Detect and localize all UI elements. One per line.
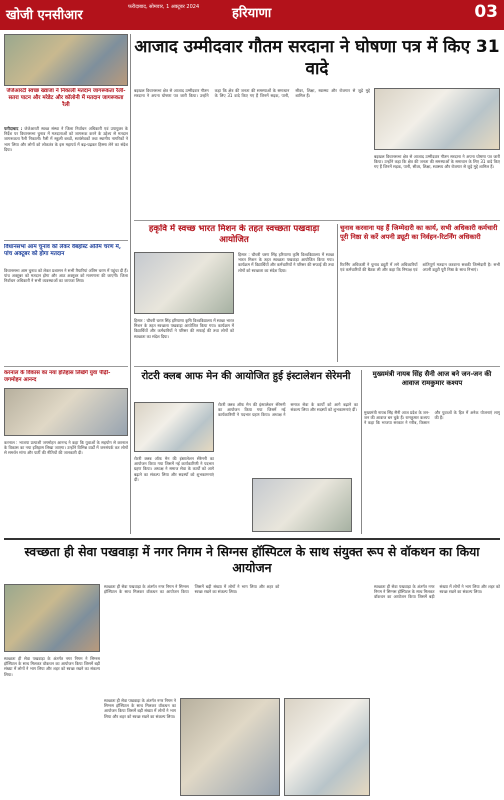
story-photo-rally bbox=[4, 34, 128, 86]
section-title: हरियाणा bbox=[232, 6, 272, 21]
saini-body: मुख्यमंत्री नायब सिंह सैनी आज प्रदेश के जन-जन की आवाज बन चुके हैं। रामकुमार कश्यप ने कहा कि भाजपा सरकार ने गरीब, किसान और युवाओं के हित में अनेक योजनाएं लागू की हैं। bbox=[364, 410, 500, 426]
main-headline: आजाद उम्मीदवार गौतम सरदाना ने घोषणा पत्र में किए 31 वादे bbox=[134, 37, 500, 79]
bottom-body: स्वच्छता ही सेवा पखवाड़ा के अंतर्गत नगर निगम ने सिग्नस हॉस्पिटल के साथ मिलकर वॉकथन का आयोजन किया जिसमें बड़ी संख्या में लोगों ने भाग लिया और शहर को स्वच्छ रखने का संकल्प लिया। bbox=[104, 584, 280, 595]
rotary-headline: रोटरी क्लब आफ मेन की आयोजित हुई इंस्टालेशन सेरेमनी bbox=[141, 371, 351, 382]
section-divider bbox=[4, 366, 128, 367]
section-divider bbox=[134, 366, 500, 367]
story-photo-walkathon-2 bbox=[180, 698, 280, 796]
story-photo-rotary bbox=[134, 402, 214, 452]
masthead bbox=[0, 0, 504, 30]
column-divider bbox=[337, 224, 338, 362]
vidhansabha-body: विधानसभा आम चुनाव को लेकर प्रशासन ने सभी तैयारियां अंतिम चरण में पहुंचा दी हैं। पांच अक्टूबर को मतदान होगा और आठ अक्टूबर को मतगणना की जाएगी। जिला निर्वाचन अधिकारी ने सभी व्यवस्थाओं का जायजा लिया। bbox=[4, 268, 128, 284]
vidhansabha-headline: विधानसभा आम चुनाव को लेकर वेबहोस्ट अतिम चरण में, पांच अक्टूबर को होगा मतदान bbox=[4, 244, 122, 258]
swachh-body-left: हिसार : चौधरी चरण सिंह हरियाणा कृषि विश्वविद्यालय में स्वच्छ भारत मिशन के तहत स्वच्छता पखवाड़ा आयोजित किया गया। कार्यक्रम में विद्यार्थियों और कर्मचारियों ने परिसर की सफाई की तथा लोगों को स्वच्छता का संदेश दिया। bbox=[134, 318, 234, 339]
election-body: रिटर्निंग अधिकारी ने चुनाव ड्यूटी में लगे अधिकारियों एवं कर्मचारियों की बैठक ली और कहा कि निष्पक्ष एवं शांतिपूर्ण मतदान करवाना सबकी जिम्मेदारी है। सभी अपनी ड्यूटी पूरी निष्ठा के साथ निभाएं। bbox=[340, 262, 500, 273]
main-story-body: बड़खल विधानसभा क्षेत्र से आजाद उम्मीदवार गौतम सरदाना ने अपना घोषणा पत्र जारी किया। उन्होंने कहा कि क्षेत्र की जनता की समस्याओं के समाधान के लिए 31 वादे किए गए हैं जिनमें सड़क, पानी, सीवर, शिक्षा, स्वास्थ्य और रोजगार से जुड़े मुद्दे शामिल हैं। bbox=[134, 88, 370, 99]
section-divider bbox=[134, 220, 500, 221]
bottom-body-left: स्वच्छता ही सेवा पखवाड़ा के अंतर्गत नगर निगम ने सिग्नस हॉस्पिटल के साथ मिलकर वॉकथन का आयोजन किया जिसमें बड़ी संख्या में लोगों ने भाग लिया और शहर को स्वच्छ रखने का संकल्प लिया। bbox=[4, 656, 100, 677]
bottom-headline: स्वच्छता ही सेवा पखवाड़ा में नगर निगम ने सिग्नस हॉस्पिटल के साथ संयुक्त रूप से वॉकथन का किया आयोजन bbox=[24, 544, 480, 575]
rotary-body: रोटरी क्लब ऑफ मेन की इंस्टालेशन सेरेमनी का आयोजन किया गया जिसमें नई कार्यकारिणी ने पदभार ग्रहण किया। अध्यक्ष ने समाज सेवा के कार्यों को आगे बढ़ाने का संकल्प लिया और सदस्यों को शुभकामनाएं दीं। bbox=[218, 402, 358, 418]
story-dateline: फरीदाबाद : bbox=[4, 126, 23, 131]
story-photo-walkathon bbox=[4, 584, 100, 652]
story-photo-swachh bbox=[134, 252, 234, 314]
rotary-body-left: रोटरी क्लब ऑफ मेन की इंस्टालेशन सेरेमनी का आयोजन किया गया जिसमें नई कार्यकारिणी ने पदभार ग्रहण किया। अध्यक्ष ने समाज सेवा के कार्यों को आगे बढ़ाने का संकल्प लिया और सदस्यों को शुभकामनाएं दीं। bbox=[134, 456, 214, 482]
main-story-body-cont: बड़खल विधानसभा क्षेत्र से आजाद उम्मीदवार गौतम सरदाना ने अपना घोषणा पत्र जारी किया। उन्होंने कहा कि क्षेत्र की जनता की समस्याओं के समाधान के लिए 31 वादे किए गए हैं जिनमें सड़क, पानी, सीवर, शिक्षा, स्वास्थ्य और रोजगार से जुड़े मुद्दे शामिल हैं। bbox=[374, 154, 500, 170]
story-photo-candidate bbox=[374, 88, 500, 150]
saini-headline: मुख्यमंत्री नायब सिंह सैनी आज बने जन-जन की आवाज रामकुमार कश्यप bbox=[372, 370, 492, 387]
column-divider bbox=[361, 370, 362, 534]
dateline: फरीदाबाद, सोमवार, 1 अक्टूबर 2024 bbox=[128, 4, 200, 10]
swachh-body: हिसार : चौधरी चरण सिंह हरियाणा कृषि विश्वविद्यालय में स्वच्छ भारत मिशन के तहत स्वच्छता पखवाड़ा आयोजित किया गया। कार्यक्रम में विद्यार्थियों और कर्मचारियों ने परिसर की सफाई की तथा लोगों को स्वच्छता का संदेश दिया। bbox=[238, 252, 334, 273]
bottom-body-right: स्वच्छता ही सेवा पखवाड़ा के अंतर्गत नगर निगम ने सिग्नस हॉस्पिटल के साथ मिलकर वॉकथन का आयोजन किया जिसमें बड़ी संख्या में लोगों ने भाग लिया और शहर को स्वच्छ रखने का संकल्प लिया। bbox=[374, 584, 500, 600]
story-headline-rally: जेजेआरटी स्वच्छ ख्वाजा ने निकाली मतदान जागरूकता रैली-सतरा पाटन और मरेडेट और कॉलोनी में मतदान जागरूकता रैली bbox=[6, 88, 126, 108]
section-divider bbox=[4, 240, 128, 241]
story-text-rally: जेजेआरटी स्वच्छ संस्था ने जिला निर्वाचन अधिकारी एवं उपायुक्त के निर्देश पर विधानसभा चुनाव में मतदाताओं को जागरूक करने के उद्देश्य से मतदान जागरूकता रैली निकाली। रैली में स्कूली बच्चों, स्वयंसेवकों तथा स्थानीय नागरिकों ने भाग लिया और लोगों को लोकतंत्र के इस महापर्व में बढ़-चढ़कर हिस्सा लेने का संदेश दिया। bbox=[4, 126, 128, 152]
section-divider bbox=[4, 538, 500, 540]
story-photo-walkathon-3 bbox=[284, 698, 370, 796]
bottom-body-mid: स्वच्छता ही सेवा पखवाड़ा के अंतर्गत नगर निगम ने सिग्नस हॉस्पिटल के साथ मिलकर वॉकथन का आयोजन किया जिसमें बड़ी संख्या में लोगों ने भाग लिया और शहर को स्वच्छ रखने का संकल्प लिया। bbox=[104, 698, 176, 719]
karnal-body: करनाल : भाजपा प्रत्याशी जगमोहन आनन्द ने कहा कि युवाओं के सहयोग से करनाल के विकास का नया इतिहास लिखा जाएगा। उन्होंने विभिन्न वार्डों में जनसंपर्क कर लोगों से समर्थन मांगा और पार्टी की नीतियों की जानकारी दी। bbox=[4, 440, 128, 456]
story-photo-rotary-2 bbox=[252, 478, 352, 532]
election-headline: चुनाव करवाना यह हैं जिम्मेदारी का कार्य, सभी अधिकारी कर्मचारी पूरी निष्ठा से करें अपनी ड्यूटी का निर्वहन-रिटर्निंग अधिकारी bbox=[340, 224, 498, 241]
story-photo-karnal bbox=[4, 388, 128, 436]
page-number: 03 bbox=[474, 2, 498, 22]
newspaper-brand: खोजी एनसीआर bbox=[6, 8, 83, 23]
column-divider bbox=[130, 34, 131, 534]
swachh-headline: हकृवि में स्वच्छ भारत मिशन के तहत स्वच्छता पखवाड़ा आयोजित bbox=[148, 224, 320, 245]
story-body-rally bbox=[4, 126, 128, 236]
karnal-headline: करनाल के विकास का नया इतिहास लिखेंगे युवा पीढ़ी- जगमोहन आनन्द bbox=[4, 370, 111, 383]
